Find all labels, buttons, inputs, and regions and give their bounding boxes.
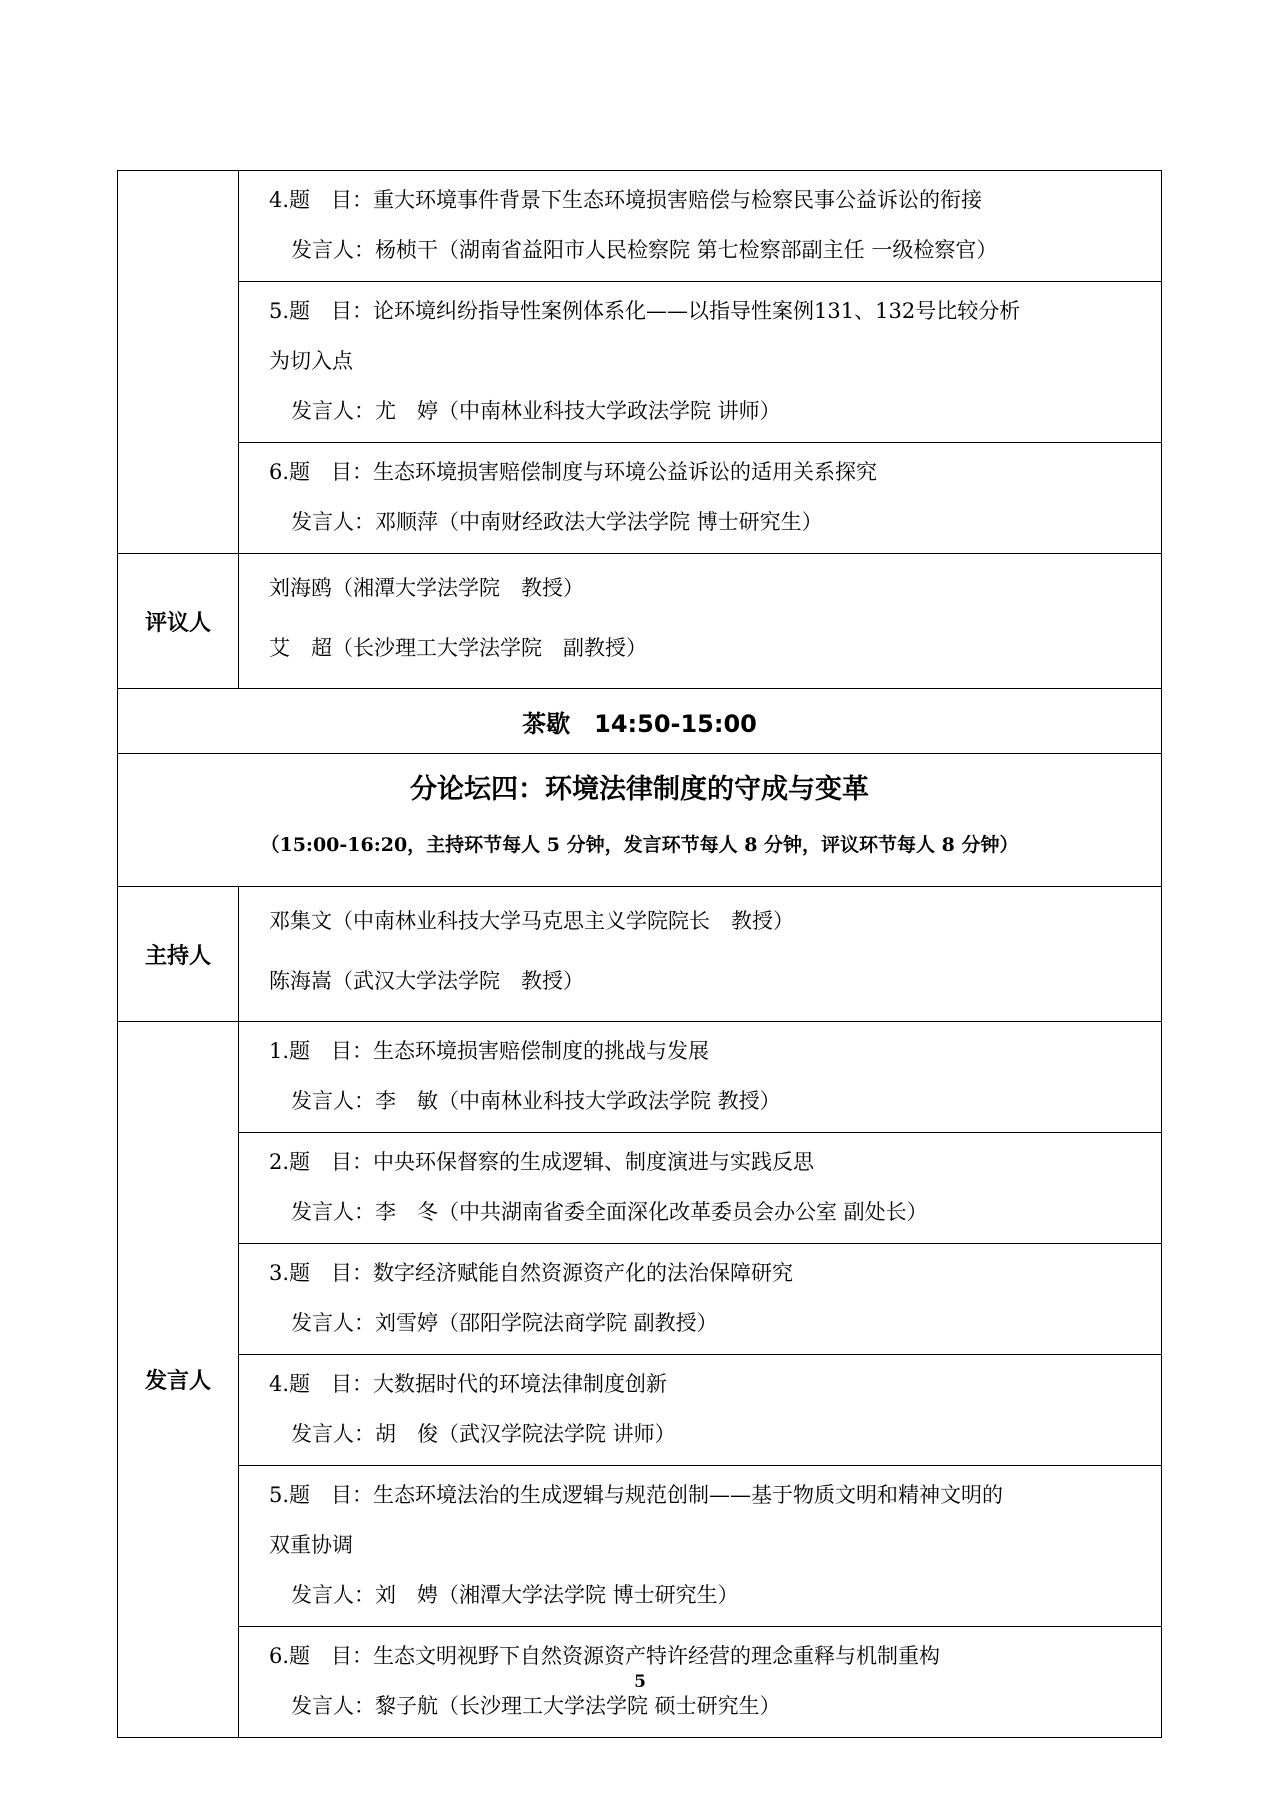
prior-speakers-row [118,171,1162,554]
schedule-table [117,170,1162,1738]
list-item [239,1466,1161,1627]
talk-title-continued: 为切入点 [269,349,353,373]
speakers-row [118,1022,1162,1738]
talk-title: 5.题 目：生态环境法治的生成逻辑与规范创制——基于物质文明和精神文明的 [269,1483,1004,1507]
talk-title: 6.题 目：生态环境损害赔偿制度与环境公益诉讼的适用关系探究 [269,460,878,484]
forum-header [118,754,1162,887]
prior-speakers-list [239,171,1161,553]
list-item [239,171,1161,282]
prior-speakers-label-cell [118,171,239,554]
list-item [239,1355,1161,1466]
reviewer-name: 刘海鸥（湘潭大学法学院 教授） [269,576,584,600]
speakers-cell [239,1022,1162,1738]
reviewer-name: 艾 超（长沙理工大学法学院 副教授） [269,636,647,660]
talk-speaker: 发言人：刘雪婷（邵阳学院法商学院 副教授） [291,1311,718,1335]
talk-title: 1.题 目：生态环境损害赔偿制度的挑战与发展 [269,1039,710,1063]
talk-speaker: 发言人：李 冬（中共湖南省委全面深化改革委员会办公室 副处长） [291,1200,928,1224]
speakers-label: 发言人 [118,1022,239,1738]
reviewers-cell [239,554,1162,689]
list-item [239,282,1161,443]
host-name: 陈海嵩（武汉大学法学院 教授） [269,969,584,993]
hosts-label: 主持人 [118,887,239,1022]
talk-title: 3.题 目：数字经济赋能自然资源资产化的法治保障研究 [269,1261,794,1285]
talk-speaker: 发言人：李 敏（中南林业科技大学政法学院 教授） [291,1089,781,1113]
forum-time-note: （15:00-16:20，主持环节每人 5 分钟，发言环节每人 8 分钟，评议环节每人 8 分钟） [260,834,1019,856]
reviewers-label: 评议人 [118,554,239,689]
list-item [239,1022,1161,1133]
forum-header-row [118,754,1162,887]
program-table [117,170,1161,1738]
talk-title: 5.题 目：论环境纠纷指导性案例体系化——以指导性案例131、132号比较分析 [269,299,1021,323]
talk-title: 4.题 目：大数据时代的环境法律制度创新 [269,1372,668,1396]
talk-speaker: 发言人：胡 俊（武汉学院法学院 讲师） [291,1422,676,1446]
talk-title: 2.题 目：中央环保督察的生成逻辑、制度演进与实践反思 [269,1150,815,1174]
talk-title: 4.题 目：重大环境事件背景下生态环境损害赔偿与检察民事公益诉讼的衔接 [269,188,983,212]
talk-speaker: 发言人：黎子航（长沙理工大学法学院 硕士研究生） [291,1694,781,1718]
tea-break-row [118,689,1162,754]
page-number: 5 [634,1672,646,1692]
talk-speaker: 发言人：尤 婷（中南林业科技大学政法学院 讲师） [291,399,781,423]
list-item [239,1133,1161,1244]
hosts-cell [239,887,1162,1022]
talk-title-continued: 双重协调 [269,1533,353,1557]
talk-speaker: 发言人：杨桢干（湖南省益阳市人民检察院 第七检察部副主任 一级检察官） [291,238,998,262]
forum-title: 分论坛四：环境法律制度的守成与变革 [410,774,869,805]
list-item [239,1244,1161,1355]
talk-speaker: 发言人：邓顺萍（中南财经政法大学法学院 博士研究生） [291,510,823,534]
reviewers-row [118,554,1162,689]
tea-break: 茶歇 14:50-15:00 [118,689,1162,754]
prior-speakers-cell [239,171,1162,554]
talk-title: 6.题 目：生态文明视野下自然资源资产特许经营的理念重释与机制重构 [269,1644,941,1668]
list-item [239,443,1161,554]
speakers-list [239,1022,1161,1737]
talk-speaker: 发言人：刘 娉（湘潭大学法学院 博士研究生） [291,1583,739,1607]
host-name: 邓集文（中南林业科技大学马克思主义学院院长 教授） [269,909,794,933]
hosts-row [118,887,1162,1022]
